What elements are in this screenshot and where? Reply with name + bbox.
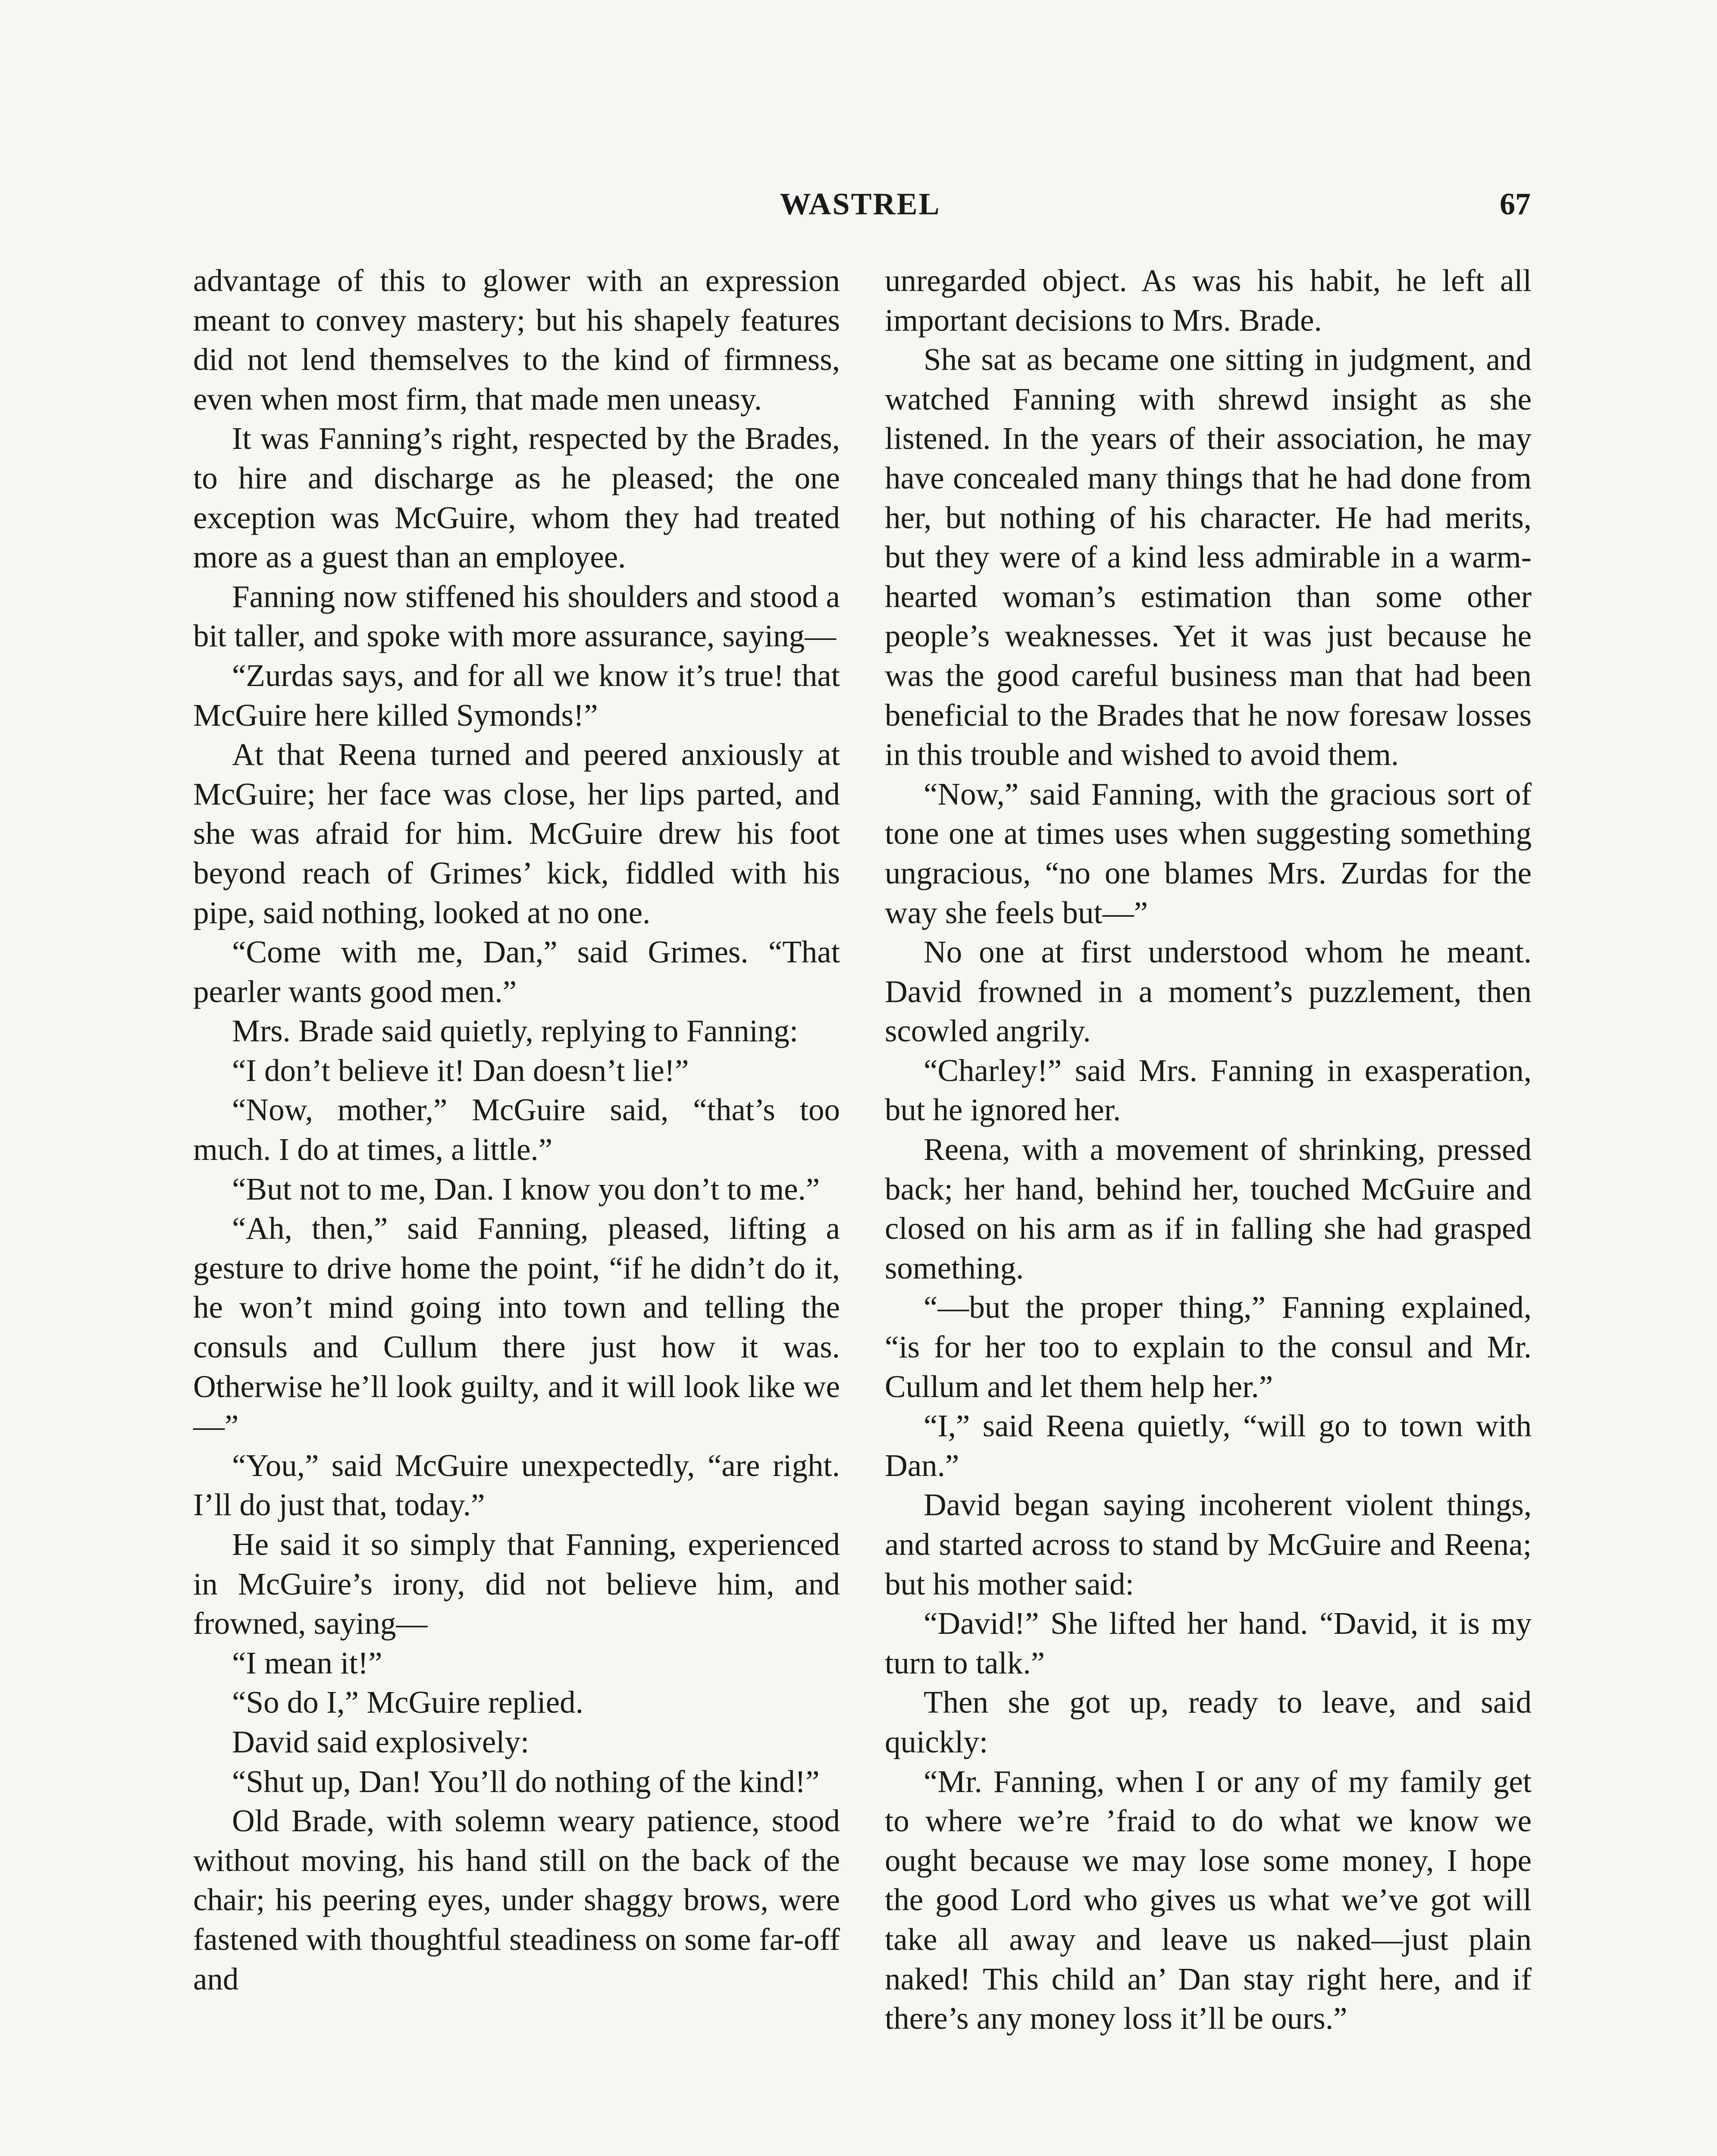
paragraph: “Now, mother,” McGuire said, “that’s too much. I do at times, a little.” xyxy=(193,1092,840,1167)
right-column xyxy=(885,261,1532,2038)
paragraph: unregarded object. As was his habit, he left all important decisions to Mrs. Brade. xyxy=(885,263,1532,338)
paragraph: “Zurdas says, and for all we know it’s true! that McGuire here killed Symonds!” xyxy=(193,658,840,733)
paragraph: “But not to me, Dan. I know you don’t to me.” xyxy=(232,1171,820,1206)
paragraph: advantage of this to glower with an expression meant to convey mastery; but his shapely features did not lend themselves to the kind of firmness, even when most firm, that made men uneasy. xyxy=(193,263,840,417)
paragraph: He said it so simply that Fanning, experienced in McGuire’s irony, did not believe him, and frowned, saying— xyxy=(193,1527,840,1641)
left-column xyxy=(193,261,840,1999)
paragraph: “So do I,” McGuire replied. xyxy=(232,1685,583,1720)
paragraph: “Mr. Fanning, when I or any of my family get to where we’re ’fraid to do what we know we ought because we may lose some money, I hope the good Lord who gives us what we’ve got will take all away and leave us naked—just plain naked! This child an’ Dan stay right here, and if there’s any money loss it’ll be ours.” xyxy=(885,1764,1532,2036)
page-header xyxy=(190,180,1531,228)
paragraph: Mrs. Brade said quietly, replying to Fanning: xyxy=(232,1013,799,1049)
paragraph: At that Reena turned and peered anxiously at McGuire; her face was close, her lips parted, and she was afraid for him. McGuire drew his foot beyond reach of Grimes’ kick, fiddled with his pipe, said nothing, looked at no one. xyxy=(193,737,840,930)
page-number: 67 xyxy=(1500,187,1531,221)
running-title: WASTREL xyxy=(780,187,941,221)
paragraph: Old Brade, with solemn weary patience, stood without moving, his hand still on the back of the chair; his peering eyes, under shaggy brows, were fastened with thoughtful steadiness on some far-off and xyxy=(193,1803,840,1996)
paragraph: David said explosively: xyxy=(232,1724,530,1759)
paragraph: Fanning now stiffened his shoulders and stood a bit taller, and spoke with more assurance, saying— xyxy=(193,579,840,654)
paragraph: “Shut up, Dan! You’ll do nothing of the kind!” xyxy=(232,1764,820,1799)
paragraph: “—but the proper thing,” Fanning explained, “is for her too to explain to the consul and Mr. Cullum and let them help her.” xyxy=(885,1290,1532,1404)
paragraph: “Come with me, Dan,” said Grimes. “That pearler wants good men.” xyxy=(193,934,840,1009)
paragraph: “I mean it!” xyxy=(232,1645,382,1680)
paragraph: David began saying incoherent violent things, and started across to stand by McGuire and Reena; but his mother said: xyxy=(885,1487,1532,1601)
paragraph: “Now,” said Fanning, with the gracious sort of tone one at times uses when suggesting something ungracious, “no one blames Mrs. Zurdas for the way she feels but—” xyxy=(885,776,1532,930)
paragraph: “Charley!” said Mrs. Fanning in exasperation, but he ignored her. xyxy=(885,1053,1532,1128)
paragraph: “I don’t believe it! Dan doesn’t lie!” xyxy=(232,1053,689,1088)
paragraph: She sat as became one sitting in judgment, and watched Fanning with shrewd insight as she listened. In the years of their association, he may have concealed many things that he had done from her, but nothing of his character. He had merits, but they were of a kind less admirable in a warm-hearted woman’s estimation than some other people’s weaknesses. Yet it was just because he was the good careful business man that had been beneficial to the Brades that he now foresaw losses in this trouble and wished to avoid them. xyxy=(885,342,1532,772)
paragraph: “You,” said McGuire unexpectedly, “are right. I’ll do just that, today.” xyxy=(193,1448,840,1523)
paragraph: No one at first understood whom he meant. David frowned in a moment’s puzzlement, then scowled angrily. xyxy=(885,934,1532,1049)
paragraph: Reena, with a movement of shrinking, pressed back; her hand, behind her, touched McGuire and closed on his arm as if in falling she had grasped something. xyxy=(885,1132,1532,1285)
paragraph: “David!” She lifted her hand. “David, it is my turn to talk.” xyxy=(885,1606,1532,1680)
paragraph: “Ah, then,” said Fanning, pleased, lifting a gesture to drive home the point, “if he didn’t do it, he won’t mind going into town and telling the consuls and Cullum there just how it was. Otherwise he’ll look guilty, and it will look like we—” xyxy=(193,1211,840,1444)
paragraph: Then she got up, ready to leave, and said quickly: xyxy=(885,1685,1532,1759)
paragraph: “I,” said Reena quietly, “will go to town with Dan.” xyxy=(885,1408,1532,1483)
paragraph: It was Fanning’s right, respected by the Brades, to hire and discharge as he pleased; the one exception was McGuire, whom they had treated more as a guest than an employee. xyxy=(193,421,840,575)
